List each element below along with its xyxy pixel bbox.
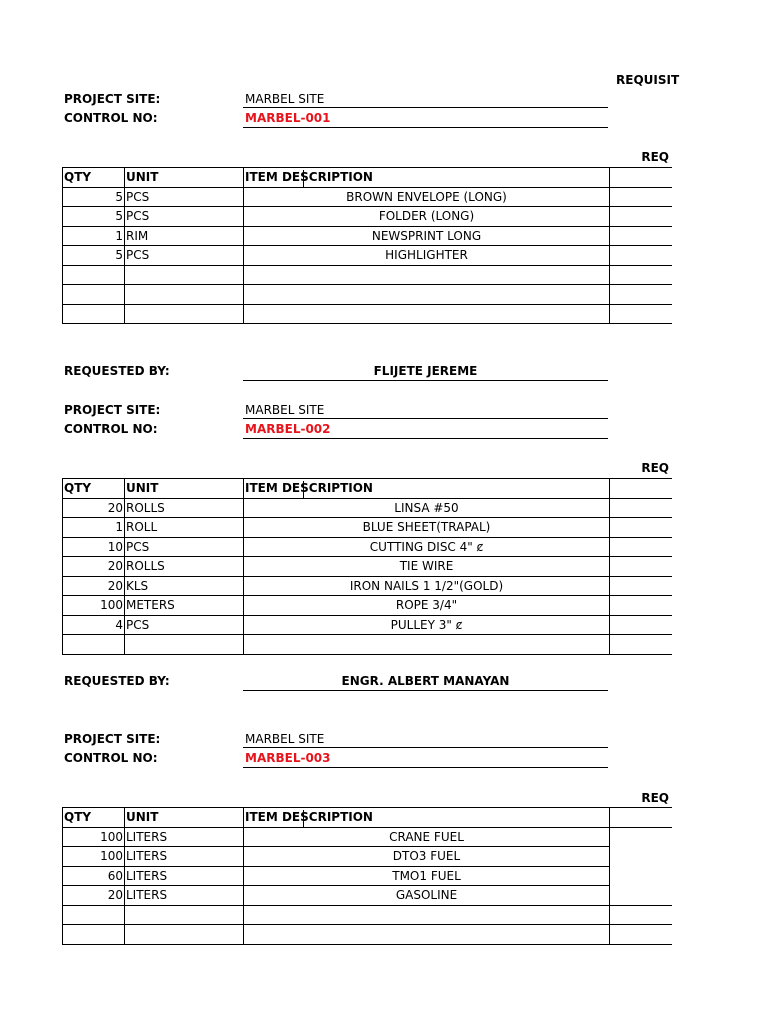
project-site-value: MARBEL SITE [245, 403, 325, 417]
desc-cell [244, 925, 610, 945]
table-row [63, 596, 673, 616]
requested-by-label: REQUESTED BY: [64, 364, 170, 378]
table-header-row [63, 479, 673, 499]
qty-cell: 1 [63, 518, 125, 538]
desc-cell [244, 635, 610, 655]
extra-cell [610, 265, 673, 285]
desc-cell: LINSA #50 [244, 498, 610, 518]
table-header-row [63, 168, 673, 188]
unit-cell [125, 905, 244, 925]
table-row [63, 925, 673, 945]
table-row [63, 615, 673, 635]
requested-by-value: FLIJETE JEREME [373, 364, 478, 378]
requested-by-underline [243, 380, 608, 381]
req-tag: REQ [641, 791, 669, 805]
col-desc-header [244, 168, 610, 188]
table-row [63, 827, 673, 847]
qty-cell: 10 [63, 537, 125, 557]
unit-cell: LITERS [125, 847, 244, 867]
qty-cell: 20 [63, 557, 125, 577]
desc-cell: ROPE 3/4" [244, 596, 610, 616]
unit-cell: PCS [125, 615, 244, 635]
table-row [63, 518, 673, 538]
desc-cell [244, 265, 610, 285]
project-site-underline [243, 747, 608, 748]
desc-cell: GASOLINE [244, 886, 610, 906]
qty-cell: 5 [63, 246, 125, 266]
column-divider [303, 481, 304, 498]
extra-cell [610, 304, 673, 324]
project-site-value: MARBEL SITE [245, 92, 325, 106]
qty-cell: 100 [63, 596, 125, 616]
control-no-value: MARBEL-001 [245, 111, 331, 125]
qty-cell [63, 304, 125, 324]
extra-cell [610, 596, 673, 616]
table-header-row [63, 808, 673, 828]
unit-cell: PCS [125, 537, 244, 557]
qty-cell [63, 285, 125, 305]
unit-cell: PCS [125, 246, 244, 266]
col-desc-header-text: ITEM DESCRIPTION [245, 481, 373, 496]
extra-cell [610, 925, 673, 945]
col-extra-header [610, 168, 673, 188]
extra-cell [610, 207, 673, 227]
table-row [63, 905, 673, 925]
extra-cell [610, 537, 673, 557]
unit-cell: RIM [125, 226, 244, 246]
unit-cell: LITERS [125, 827, 244, 847]
qty-cell: 20 [63, 886, 125, 906]
table-row [63, 285, 673, 305]
unit-cell [125, 925, 244, 945]
items-table-3 [62, 807, 672, 945]
table-row [63, 635, 673, 655]
project-site-label: PROJECT SITE: [64, 403, 161, 417]
extra-cell [610, 518, 673, 538]
qty-cell: 100 [63, 827, 125, 847]
col-unit-header: UNIT [125, 808, 244, 828]
qty-cell: 20 [63, 576, 125, 596]
col-unit-header: UNIT [125, 479, 244, 499]
col-desc-header [244, 479, 610, 499]
column-divider [303, 170, 304, 187]
unit-cell: PCS [125, 207, 244, 227]
extra-cell [610, 576, 673, 596]
control-no-label: CONTROL NO: [64, 111, 158, 125]
table-row [63, 866, 673, 886]
project-site-label: PROJECT SITE: [64, 732, 161, 746]
unit-cell: LITERS [125, 866, 244, 886]
col-desc-header-text: ITEM DESCRIPTION [245, 170, 373, 185]
unit-cell: PCS [125, 187, 244, 207]
table-row [63, 265, 673, 285]
col-qty-header: QTY [63, 168, 125, 188]
table-row [63, 886, 673, 906]
desc-cell: FOLDER (LONG) [244, 207, 610, 227]
requested-by-label: REQUESTED BY: [64, 674, 170, 688]
table-row [63, 537, 673, 557]
desc-cell: NEWSPRINT LONG [244, 226, 610, 246]
unit-cell: KLS [125, 576, 244, 596]
project-site-value: MARBEL SITE [245, 732, 325, 746]
unit-cell [125, 304, 244, 324]
desc-cell: IRON NAILS 1 1/2"(GOLD) [244, 576, 610, 596]
extra-cell [610, 246, 673, 266]
project-site-underline [243, 107, 608, 108]
table-row [63, 187, 673, 207]
table-row [63, 246, 673, 266]
control-no-value: MARBEL-003 [245, 751, 331, 765]
desc-cell: CRANE FUEL [244, 827, 610, 847]
unit-cell: ROLLS [125, 557, 244, 577]
extra-cell [610, 615, 673, 635]
requested-by-underline [243, 690, 608, 691]
qty-cell [63, 635, 125, 655]
desc-cell: BROWN ENVELOPE (LONG) [244, 187, 610, 207]
qty-cell: 20 [63, 498, 125, 518]
column-divider [303, 810, 304, 827]
qty-cell: 100 [63, 847, 125, 867]
extra-cell [610, 557, 673, 577]
desc-cell [244, 304, 610, 324]
control-no-underline [243, 767, 608, 768]
items-table-1 [62, 167, 672, 324]
desc-cell: PULLEY 3" ȼ [244, 615, 610, 635]
req-tag: REQ [641, 150, 669, 164]
req-tag: REQ [641, 461, 669, 475]
extra-cell [610, 905, 673, 925]
extra-cell-merged [610, 827, 673, 905]
desc-cell: TMO1 FUEL [244, 866, 610, 886]
desc-cell [244, 285, 610, 305]
qty-cell [63, 925, 125, 945]
col-unit-header: UNIT [125, 168, 244, 188]
unit-cell: ROLL [125, 518, 244, 538]
table-row [63, 226, 673, 246]
table-row [63, 304, 673, 324]
col-qty-header: QTY [63, 479, 125, 499]
col-desc-header [244, 808, 610, 828]
desc-cell [244, 905, 610, 925]
qty-cell: 1 [63, 226, 125, 246]
qty-cell: 4 [63, 615, 125, 635]
project-site-underline [243, 418, 608, 419]
table-row [63, 576, 673, 596]
table-row [63, 498, 673, 518]
extra-cell [610, 635, 673, 655]
unit-cell: METERS [125, 596, 244, 616]
table-row [63, 557, 673, 577]
control-no-underline [243, 127, 608, 128]
desc-cell: DTO3 FUEL [244, 847, 610, 867]
table-row [63, 207, 673, 227]
qty-cell [63, 905, 125, 925]
qty-cell: 5 [63, 207, 125, 227]
qty-cell [63, 265, 125, 285]
project-site-label: PROJECT SITE: [64, 92, 161, 106]
unit-cell [125, 635, 244, 655]
col-extra-header [610, 479, 673, 499]
extra-cell [610, 285, 673, 305]
unit-cell: LITERS [125, 886, 244, 906]
control-no-label: CONTROL NO: [64, 422, 158, 436]
unit-cell [125, 265, 244, 285]
table-row [63, 847, 673, 867]
extra-cell [610, 226, 673, 246]
unit-cell [125, 285, 244, 305]
col-desc-header-text: ITEM DESCRIPTION [245, 810, 373, 825]
control-no-underline [243, 438, 608, 439]
col-extra-header [610, 808, 673, 828]
extra-cell [610, 187, 673, 207]
desc-cell: BLUE SHEET(TRAPAL) [244, 518, 610, 538]
desc-cell: HIGHLIGHTER [244, 246, 610, 266]
desc-cell: CUTTING DISC 4" ȼ [244, 537, 610, 557]
control-no-value: MARBEL-002 [245, 422, 331, 436]
control-no-label: CONTROL NO: [64, 751, 158, 765]
desc-cell: TIE WIRE [244, 557, 610, 577]
extra-cell [610, 498, 673, 518]
requested-by-value: ENGR. ALBERT MANAYAN [341, 674, 510, 688]
items-table-2 [62, 478, 672, 655]
qty-cell: 60 [63, 866, 125, 886]
requisition-title: REQUISIT [616, 73, 680, 87]
col-qty-header: QTY [63, 808, 125, 828]
unit-cell: ROLLS [125, 498, 244, 518]
qty-cell: 5 [63, 187, 125, 207]
